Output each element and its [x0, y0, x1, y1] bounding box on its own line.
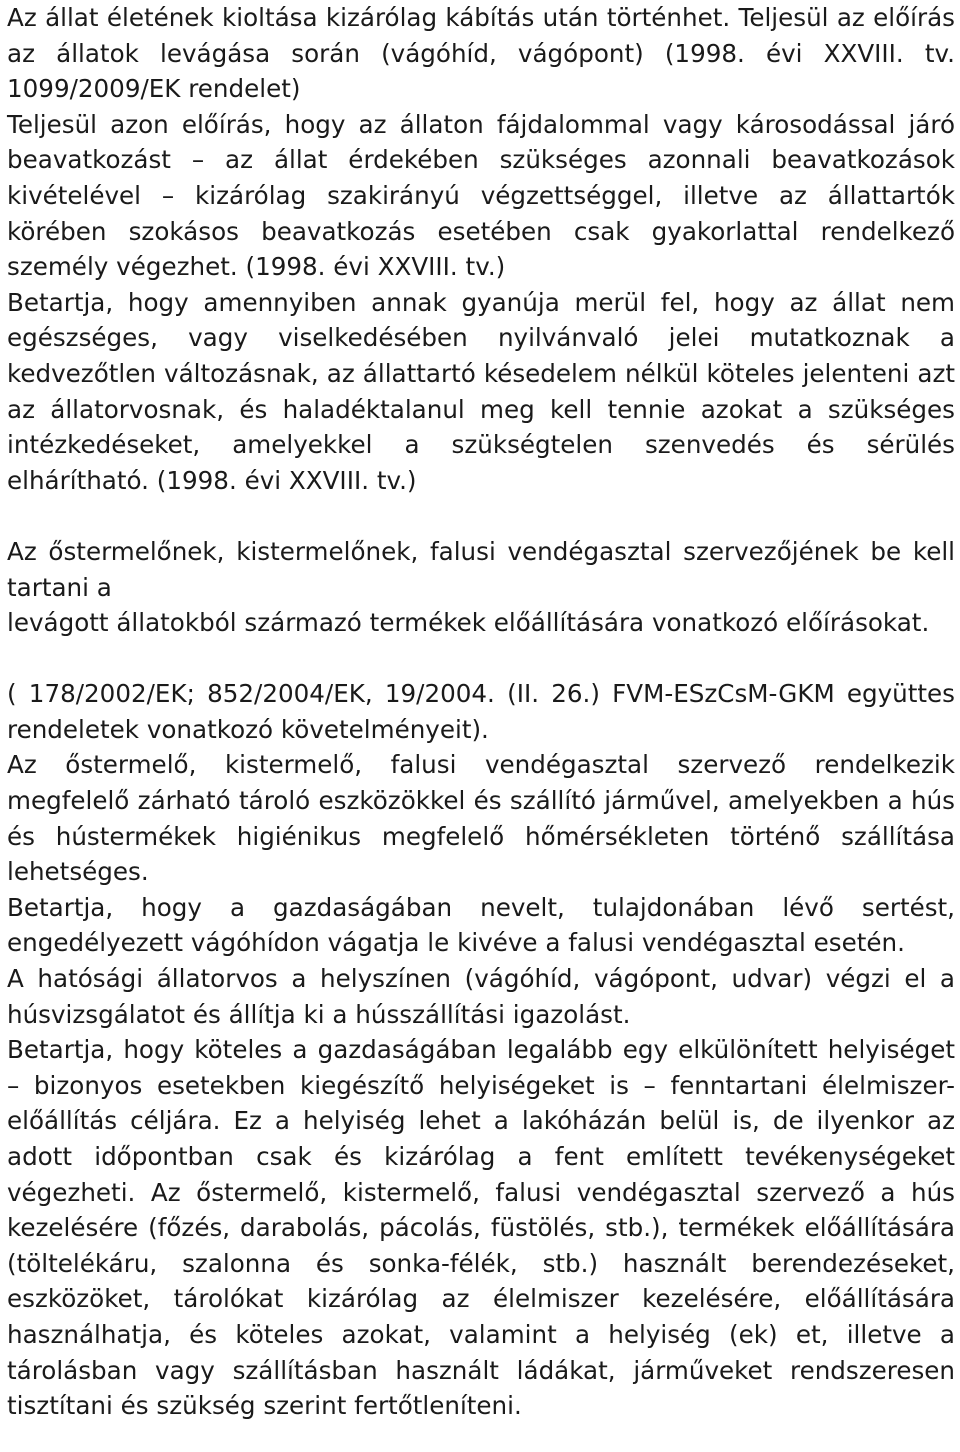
paragraph-illness-reporting: Betartja, hogy amennyiben annak gyanúja merül fel, hogy az állat nem egészséges, vagy viselkedésében nyilvánvaló jelei mutatkoznak a kedvezőtlen változásnak, az állattartó késedelem nélkül köteles jelenteni azt az állatorvosnak, és haladéktalanul meg kell tennie azokat a szükséges intézkedéseket, amelyekkel a szükségtelen szenvedés és sérülés elhárítható. (1998. évi XXVIII. tv.): [7, 287, 955, 495]
paragraph-regulation-references: ( 178/2002/EK; 852/2004/EK, 19/2004. (II. 26.) FVM-ESzCsM-GKM együttes rendeletek vonatkozó követelményeit).: [7, 679, 955, 744]
spacer: [7, 641, 955, 677]
paragraph-processing-room: Betartja, hogy köteles a gazdaságában legalább egy elkülönített helyiséget – bizonyos esetekben kiegészítő helyiségeket is – fenntartani élelmiszer-előállítás céljára. Ez a helyiség lehet a lakóházán belül is, de ilyenkor az adott időpontban csak és kizárólag a fent említett tevékenységeket végezheti. Az őstermelő, kistermelő, falusi vendégasztal szervező a hús kezelésére (főzés, darabolás, pácolás, füstölés, stb.), termékek előállítására (töltelékáru, szalonna és sonka-félék, stb.) használt berendezéseket, eszközöket, tárolókat kizárólag az élelmiszer kezelésére, előállítására használhatja, és köteles azokat, valamint a helyiség (ek) et, illetve a tárolásban vagy szállításban használt ládákat, járműveket rendszeresen tisztítani és szükség szerint fertőtleníteni.: [7, 1035, 955, 1421]
paragraph-transport-equipment: Az őstermelő, kistermelő, falusi vendégasztal szervező rendelkezik megfelelő zárható tároló eszközökkel és szállító járművel, amelyekben a hús és hústermékek higiénikus megfelelő hőmérsékleten történő szállítása lehetséges.: [7, 750, 955, 887]
paragraph-painful-interventions: Teljesül azon előírás, hogy az állaton fájdalommal vagy károsodással járó beavatkozást – az állat érdekében szükséges azonnali beavatkozások kivételével – kizárólag szakirányú végzettséggel, illetve az állattartók körében szokásos beavatkozás esetében csak gyakorlattal rendelkező személy végezhet. (1998. évi XXVIII. tv.): [7, 109, 955, 282]
paragraph-producer-obligations: Az őstermelőnek, kistermelőnek, falusi vendégasztal szervezőjének be kell tartani a: [7, 536, 955, 602]
paragraph-meat-inspection: A hatósági állatorvos a helyszínen (vágóhíd, vágópont, udvar) végzi el a húsvizsgálatot és állítja ki a hússzállítási igazolást.: [7, 964, 955, 1029]
paragraph-slaughter-stunning: Az állat életének kioltása kizárólag kábítás után történhet. Teljesül az előírás az állatok levágása során (vágóhíd, vágópont) (1998. évi XXVIII. tv. 1099/2009/EK rendelet): [7, 3, 955, 104]
paragraph-meat-product-rules: levágott állatokból származó termékek előállítására vonatkozó előírásokat.: [7, 608, 930, 638]
paragraph-pig-slaughterhouse: Betartja, hogy a gazdaságában nevelt, tulajdonában lévő sertést, engedélyezett vágóhídon vágatja le kivéve a falusi vendégasztal esetén.: [7, 892, 955, 958]
document-page: [7, 0, 955, 1424]
spacer: [7, 498, 955, 534]
